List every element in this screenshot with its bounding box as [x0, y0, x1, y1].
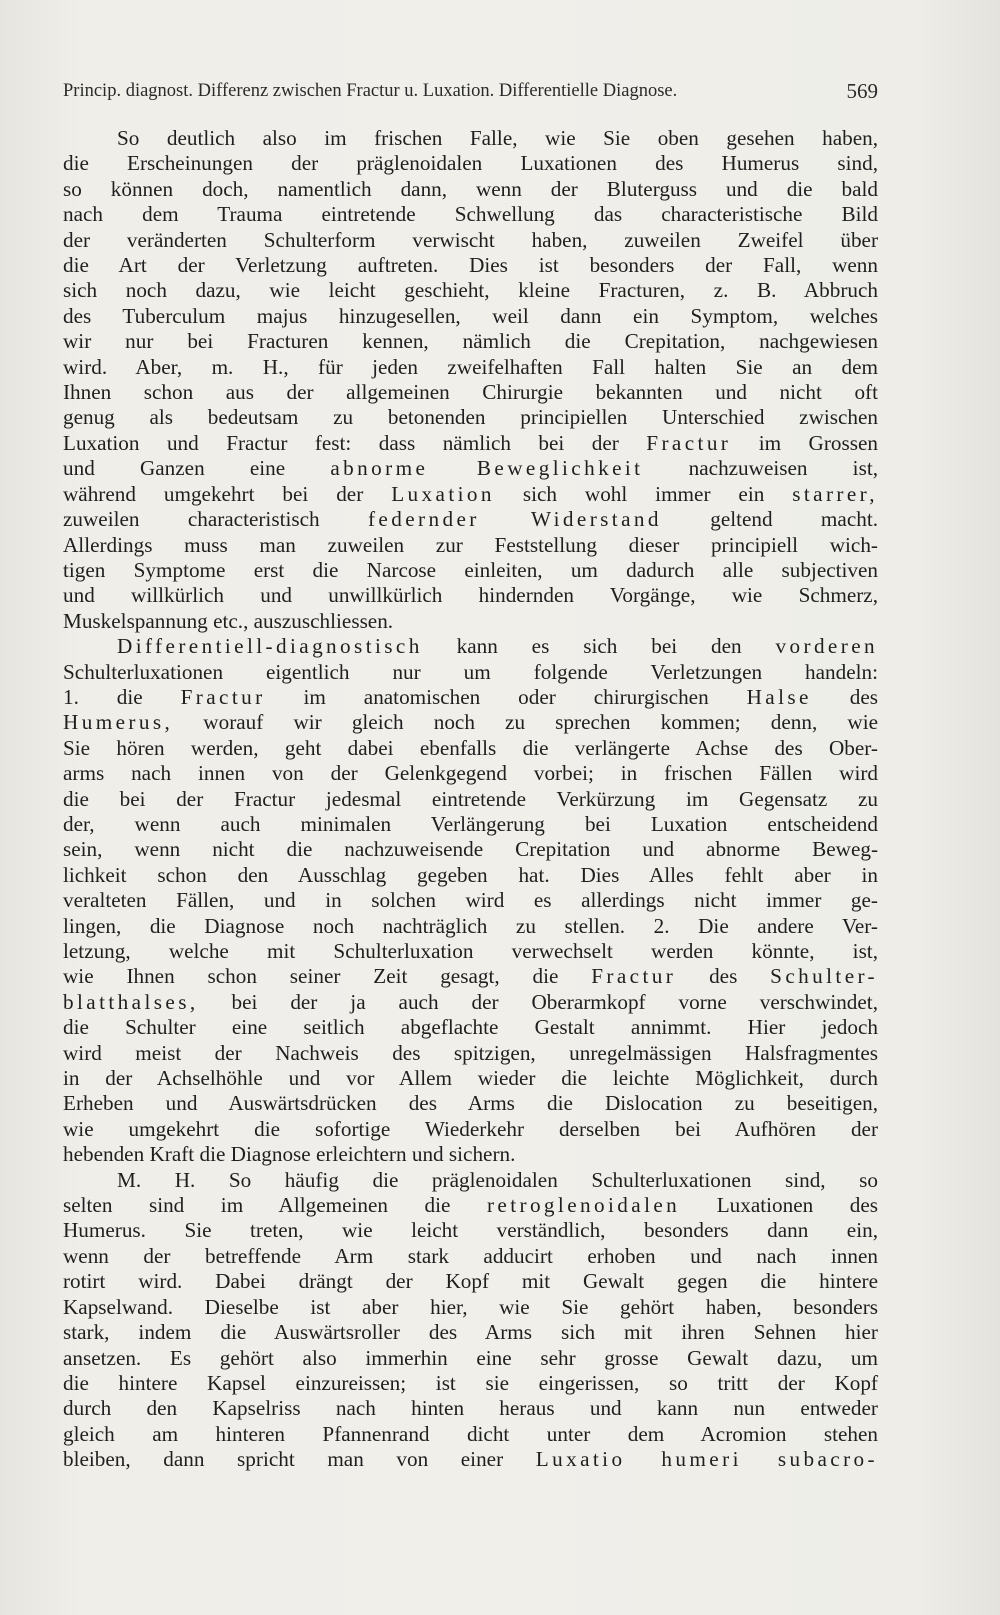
text-line [63, 482, 878, 507]
text-line [63, 736, 878, 761]
text-segment: hebenden Kraft die Diagnose erleichtern und sichern. [63, 1142, 516, 1167]
text-segment: M. H. So häufig die präglenoidalen Schulterluxationen sind, so [117, 1167, 878, 1192]
text-line [63, 355, 878, 380]
spaced-emphasis: Halse [746, 684, 812, 709]
text-segment: bei der ja auch der Oberarmkopf vorne verschwindet, [198, 989, 878, 1014]
text-segment: letzung, welche mit Schulterluxation verwechselt werden könnte, ist, [63, 939, 878, 963]
text-segment: rotirt wird. Dabei drängt der Kopf mit Gewalt gegen die hintere [63, 1269, 878, 1294]
spaced-emphasis: vorderen [775, 634, 878, 659]
text-line [63, 964, 878, 989]
text-segment: wird meist der Nachweis des spitzigen, unregelmässigen Halsfragmentes [63, 1040, 878, 1065]
page-number: 569 [846, 79, 878, 103]
text-line [63, 609, 878, 634]
text-line [63, 837, 878, 862]
text-line [63, 278, 878, 303]
text-segment: die hintere Kapsel einzureissen; ist sie eingerissen, so tritt der Kopf [63, 1370, 878, 1395]
text-line [63, 1346, 878, 1371]
text-segment: im Grossen [731, 430, 878, 455]
text-line [63, 1320, 878, 1345]
text-line [63, 431, 878, 456]
text-segment: Allerdings muss man zuweilen zur Feststellung dieser principiell wich- [63, 532, 878, 557]
spaced-emphasis: Humerus, [63, 710, 174, 735]
text-segment: wir nur bei Fracturen kennen, nämlich die Crepitation, nachgewiesen [63, 329, 878, 354]
text-segment: während umgekehrt bei der [63, 481, 392, 506]
text-line [63, 1015, 878, 1040]
text-line [63, 583, 878, 608]
spaced-emphasis: blatthalses, [63, 989, 199, 1014]
text-segment: Erheben und Auswärtsdrücken des Arms die Dislocation zu beseitigen, [63, 1091, 878, 1116]
text-segment: sein, wenn nicht die nachzuweisende Crepitation und abnorme Beweg- [63, 837, 878, 862]
text-line [63, 1218, 878, 1243]
text-line [63, 1066, 878, 1091]
text-segment: und Ganzen eine [63, 456, 331, 481]
text-line [63, 456, 878, 481]
spaced-emphasis: Differentiell-diagnostisch [117, 634, 423, 659]
text-segment: Sie hören werden, geht dabei ebenfalls die verlängerte Achse des Ober- [63, 735, 878, 760]
text-line [63, 558, 878, 583]
text-segment: wie Ihnen schon seiner Zeit gesagt, die [63, 964, 592, 989]
text-segment: 1. die [63, 684, 181, 709]
text-line [63, 304, 878, 329]
spaced-emphasis: abnorme Beweglichkeit [330, 456, 644, 481]
text-segment: arms nach innen von der Gelenkgegend vorbei; in frischen Fällen wird [63, 761, 878, 786]
text-segment: durch den Kapselriss nach hinten heraus und kann nun entweder [63, 1396, 878, 1421]
text-segment: Luxation und Fractur fest: dass nämlich bei der [63, 430, 647, 455]
text-segment: sich wohl immer ein [494, 481, 793, 506]
text-segment: im anatomischen oder chirurgischen [265, 684, 747, 709]
text-segment: des [811, 684, 878, 709]
text-line [63, 1396, 878, 1421]
text-line [63, 990, 878, 1015]
text-line [63, 761, 878, 786]
text-segment: So deutlich also im frischen Falle, wie Sie oben gesehen haben, [117, 126, 878, 150]
text-line [63, 1371, 878, 1396]
text-segment: nachzuweisen ist, [643, 456, 878, 481]
text-line [63, 1193, 878, 1218]
text-line [63, 787, 878, 812]
spaced-emphasis: federnder Widerstand [367, 507, 662, 532]
spaced-emphasis: Fractur [180, 684, 266, 709]
text-segment: und willkürlich und unwillkürlich hindernden Vorgänge, wie Schmerz, [63, 583, 878, 608]
text-line [63, 405, 878, 430]
text-line [63, 253, 878, 278]
text-line [63, 1244, 878, 1269]
running-header [63, 76, 878, 106]
running-title: Princip. diagnost. Differenz zwischen Fractur u. Luxation. Differentielle Diagnose. [63, 81, 678, 101]
spaced-emphasis: Luxatio humeri subacro- [535, 1447, 878, 1472]
text-line [63, 1041, 878, 1066]
text-segment: die Art der Verletzung auftreten. Dies ist besonders der Fall, wenn [63, 253, 878, 278]
text-segment: lingen, die Diagnose noch nachträglich zu stellen. 2. Die andere Ver- [63, 913, 878, 938]
text-line [63, 914, 878, 939]
text-line [63, 177, 878, 202]
text-line [63, 1142, 878, 1167]
text-segment: nach dem Trauma eintretende Schwellung das characteristische Bild [63, 202, 878, 227]
text-line [63, 126, 878, 151]
text-segment: die Schulter eine seitlich abgeflachte Gestalt annimmt. Hier jedoch [63, 1015, 878, 1040]
text-line [63, 533, 878, 558]
text-segment: des [676, 964, 771, 989]
text-line [63, 1447, 878, 1472]
text-line [63, 660, 878, 685]
spaced-emphasis: retroglenoidalen [486, 1193, 681, 1218]
text-segment: wird. Aber, m. H., für jeden zweifelhaften Fall halten Sie an dem [63, 354, 878, 379]
spaced-emphasis: Schulter- [770, 964, 879, 989]
text-line [63, 634, 878, 659]
text-line [63, 939, 878, 964]
text-segment: wie umgekehrt die sofortige Wiederkehr derselben bei Aufhören der [63, 1116, 878, 1141]
text-segment: stark, indem die Auswärtsroller des Arms sich mit ihren Sehnen hier [63, 1320, 878, 1345]
text-segment: der veränderten Schulterform verwischt haben, zuweilen Zweifel über [63, 227, 878, 252]
text-line [63, 151, 878, 176]
text-segment: Schulterluxationen eigentlich nur um folgende Verletzungen handeln: [63, 659, 878, 684]
text-line [63, 1091, 878, 1116]
spaced-emphasis: Fractur [646, 430, 732, 455]
text-line [63, 202, 878, 227]
text-segment: genug als bedeutsam zu betonenden principiellen Unterschied zwischen [63, 405, 878, 430]
text-segment: die Erscheinungen der präglenoidalen Luxationen des Humerus sind, [63, 151, 878, 176]
text-segment: Luxationen des [680, 1193, 878, 1218]
text-segment: bleiben, dann spricht man von einer [63, 1447, 536, 1472]
text-line [63, 507, 878, 532]
text-segment: Kapselwand. Dieselbe ist aber hier, wie Sie gehört haben, besonders [63, 1294, 878, 1319]
text-line [63, 685, 878, 710]
text-segment: die bei der Fractur jedesmal eintretende Verkürzung im Gegensatz zu [63, 786, 878, 811]
text-segment: veralteten Fällen, und in solchen wird es allerdings nicht immer ge- [63, 888, 878, 913]
spaced-emphasis: Fractur [591, 964, 677, 989]
text-segment: worauf wir gleich noch zu sprechen kommen; denn, wie [173, 710, 878, 735]
text-line [63, 812, 878, 837]
text-line [63, 1422, 878, 1447]
text-segment: in der Achselhöhle und vor Allem wieder die leichte Möglichkeit, durch [63, 1066, 878, 1091]
text-line [63, 228, 878, 253]
text-segment: selten sind im Allgemeinen die [63, 1193, 487, 1218]
text-line [63, 380, 878, 405]
text-segment: Humerus. Sie treten, wie leicht verständlich, besonders dann ein, [63, 1218, 878, 1243]
text-line [63, 710, 878, 735]
spaced-emphasis: Luxation [391, 481, 495, 506]
text-segment: Ihnen schon aus der allgemeinen Chirurgie bekannten und nicht oft [63, 380, 878, 405]
text-line [63, 863, 878, 888]
text-segment: gleich am hinteren Pfannenrand dicht unter dem Acromion stehen [63, 1421, 878, 1446]
text-segment: wenn der betreffende Arm stark adducirt erhoben und nach innen [63, 1243, 878, 1268]
text-segment: ansetzen. Es gehört also immerhin eine sehr grosse Gewalt dazu, um [63, 1345, 878, 1370]
text-segment: kann es sich bei den [422, 634, 776, 659]
text-segment: der, wenn auch minimalen Verlängerung bei Luxation entscheidend [63, 811, 878, 836]
text-segment: lichkeit schon den Ausschlag gegeben hat. Dies Alles fehlt aber in [63, 862, 878, 887]
text-segment: so können doch, namentlich dann, wenn der Bluterguss und die bald [63, 176, 878, 201]
text-segment: zuweilen characteristisch [63, 507, 368, 532]
spaced-emphasis: starrer, [792, 481, 878, 506]
text-line [63, 1117, 878, 1142]
text-line [63, 888, 878, 913]
text-segment: geltend macht. [661, 507, 878, 532]
text-line [63, 329, 878, 354]
text-line [63, 1295, 878, 1320]
text-segment: sich noch dazu, wie leicht geschieht, kleine Fracturen, z. B. Abbruch [63, 278, 878, 303]
text-line [63, 1168, 878, 1193]
body-text [63, 126, 878, 1473]
text-segment: des Tuberculum majus hinzugesellen, weil dann ein Symptom, welches [63, 303, 878, 328]
text-line [63, 1269, 878, 1294]
text-segment: Muskelspannung etc., auszuschliessen. [63, 608, 394, 633]
text-segment: tigen Symptome erst die Narcose einleiten, um dadurch alle subjectiven [63, 557, 878, 582]
